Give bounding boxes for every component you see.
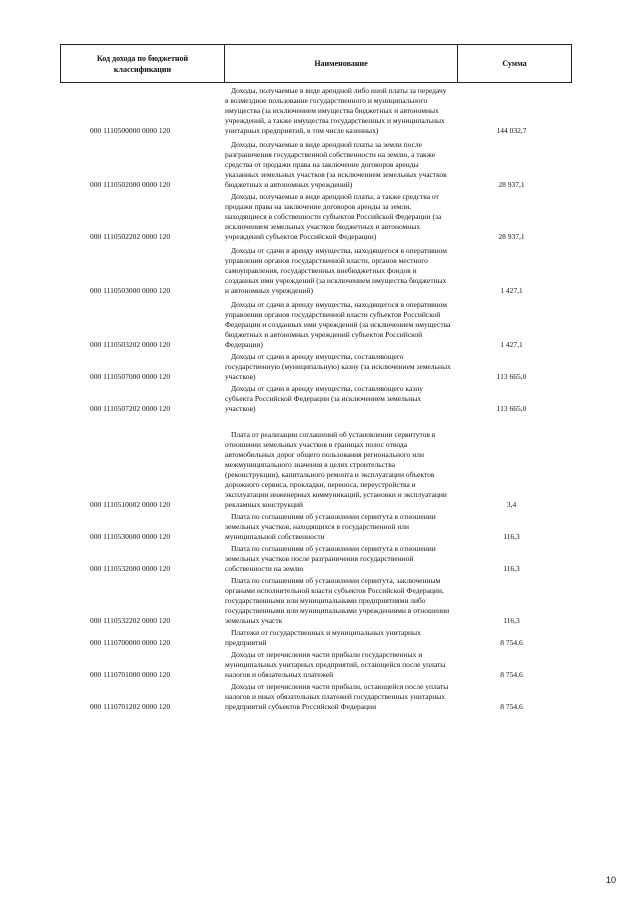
row-sum: 116,3 xyxy=(503,616,520,625)
row-sum: 116,3 xyxy=(503,532,520,541)
row-code: 000 1110532202 0000 120 xyxy=(90,616,171,625)
row-code: 000 1110502202 0000 120 xyxy=(90,232,171,241)
row-sum: 8 754,6 xyxy=(500,638,523,647)
row-name: Доходы от сдачи в аренду имущества, находящегося в оперативном управлении органов государственной власти субъектов Российской Федерации и созданных ими учреждений (за исключением имущества бюджетных и автономных учреждений субъектов Российской Федерации) xyxy=(225,300,451,349)
table-row xyxy=(60,650,572,680)
table-row xyxy=(60,512,572,542)
page-number: 10 xyxy=(605,875,616,885)
table-row xyxy=(60,352,572,382)
row-code: 000 1110503000 0000 120 xyxy=(90,286,171,295)
header-code: Код дохода по бюджетной классификации xyxy=(96,53,189,74)
table-body xyxy=(60,86,572,712)
row-name: Платежи от государственных и муниципальных унитарных предприятий xyxy=(225,628,421,647)
row-code: 000 1110503202 0000 120 xyxy=(90,340,171,349)
row-name: Доходы от сдачи в аренду имущества, находящегося в оперативном управлении органов государственной власти, органов местного самоуправления, государственных внебюджетных фондов и созданных ими учреждений (за исключением имущества бюджетных и автономных учреждений) xyxy=(225,246,448,295)
table-row xyxy=(60,246,572,296)
row-name: Плата от реализации соглашений об установлении сервитутов в отношении земельных участков в границах полос отвода автомобильных дорог общего пользования регионального или межмуниципального значения в целях строительства (реконструкции), капитального ремонта и эксплуатации объектов дорожного сервиса, прокладки, переноса, переустройства и эксплуатации инженерных коммуникаций, установки и эксплуатации рекламных конструкций xyxy=(225,430,447,509)
table-row xyxy=(60,430,572,510)
row-sum: 28 937,1 xyxy=(498,232,525,241)
row-name: Плата по соглашениям об установлении сервитута в отношении земельных участков после разграничения государственной собственности на землю xyxy=(225,544,436,573)
row-name: Доходы, получаемые в виде арендной платы, а также средства от продажи права на заключение договоров аренды за земли, находящиеся в собственности субъектов Российской Федерации (за исключением земельных участков бюджетных и автономных учреждений субъектов Российской Федерации) xyxy=(225,192,442,241)
row-name: Плата по соглашениям об установлении сервитута, заключенным органами исполнительной власти субъектов Российской Федерации, государственными или муниципальными предприятиями либо государственными или муниципальными учреждениями в отношении земельных участк xyxy=(225,576,450,625)
row-name: Доходы, получаемые в виде арендной либо иной платы за передачу в возмездное пользование государственного и муниципального имущества (за исключением имущества бюджетных и автономных учреждений, а также имущества государственных и муниципальных унитарных предприятий, в том числе казенных) xyxy=(225,86,447,135)
table-row xyxy=(60,628,572,648)
row-code: 000 1110500000 0000 120 xyxy=(90,126,171,135)
row-sum: 113 665,0 xyxy=(496,372,527,381)
table-row xyxy=(60,300,572,350)
header-sum: Сумма xyxy=(457,45,571,82)
row-code: 000 1110507202 0000 120 xyxy=(90,404,171,413)
table-row xyxy=(60,682,572,712)
table-row xyxy=(60,384,572,414)
row-sum: 1 427,1 xyxy=(500,340,523,349)
table-row xyxy=(60,86,572,136)
header-name: Наименование xyxy=(224,45,457,82)
row-code: 000 1110530000 0000 120 xyxy=(90,532,171,541)
row-code: 000 1110532000 0000 120 xyxy=(90,564,171,573)
row-name: Плата по соглашениям об установлении сервитута в отношении земельных участков, находящихся в государственной или муниципальной собственности xyxy=(225,512,436,541)
row-sum: 8 754,6 xyxy=(500,670,523,679)
table-row xyxy=(60,192,572,242)
row-code: 000 1110510002 0000 120 xyxy=(90,500,171,509)
row-sum: 1 427,1 xyxy=(500,286,523,295)
row-sum: 8 754,6 xyxy=(500,702,523,711)
row-name: Доходы, получаемые в виде арендной платы за земли после разграничения государственной собственности на землю, а также средства от продажи права на заключение договоров аренды указанных земельных участков (за исключением земельных участков бюджетных и автономных учреждений) xyxy=(225,140,447,189)
row-sum: 116,3 xyxy=(503,564,520,573)
row-code: 000 1110701000 0000 120 xyxy=(90,670,171,679)
table-row xyxy=(60,576,572,626)
row-sum: 28 937,1 xyxy=(498,180,525,189)
row-sum: 113 665,0 xyxy=(496,404,527,413)
table-row xyxy=(60,544,572,574)
row-code: 000 1110507000 0000 120 xyxy=(90,372,171,381)
row-name: Доходы от перечисления части прибыли, остающейся после уплаты налогов и иных обязательных платежей государственных унитарных предприятий субъектов Российской Федерации xyxy=(225,682,449,711)
row-code: 000 1110701202 0000 120 xyxy=(90,702,171,711)
row-code: 000 1110502000 0000 120 xyxy=(90,180,171,189)
row-sum: 144 032,7 xyxy=(496,126,527,135)
row-sum: 3,4 xyxy=(506,500,517,509)
row-name: Доходы от сдачи в аренду имущества, составляющего государственную (муниципальную) казну (за исключением земельных участков) xyxy=(225,352,451,381)
row-name: Доходы от перечисления части прибыли государственных и муниципальных унитарных предприятий, остающейся после уплаты налогов и обязательных платежей xyxy=(225,650,446,679)
row-code: 000 1110700000 0000 120 xyxy=(90,638,171,647)
row-name: Доходы от сдачи в аренду имущества, составляющего казну субъекта Российской Федерации (за исключением земельных участков) xyxy=(225,384,423,413)
table-row xyxy=(60,140,572,190)
table-header xyxy=(60,44,572,83)
